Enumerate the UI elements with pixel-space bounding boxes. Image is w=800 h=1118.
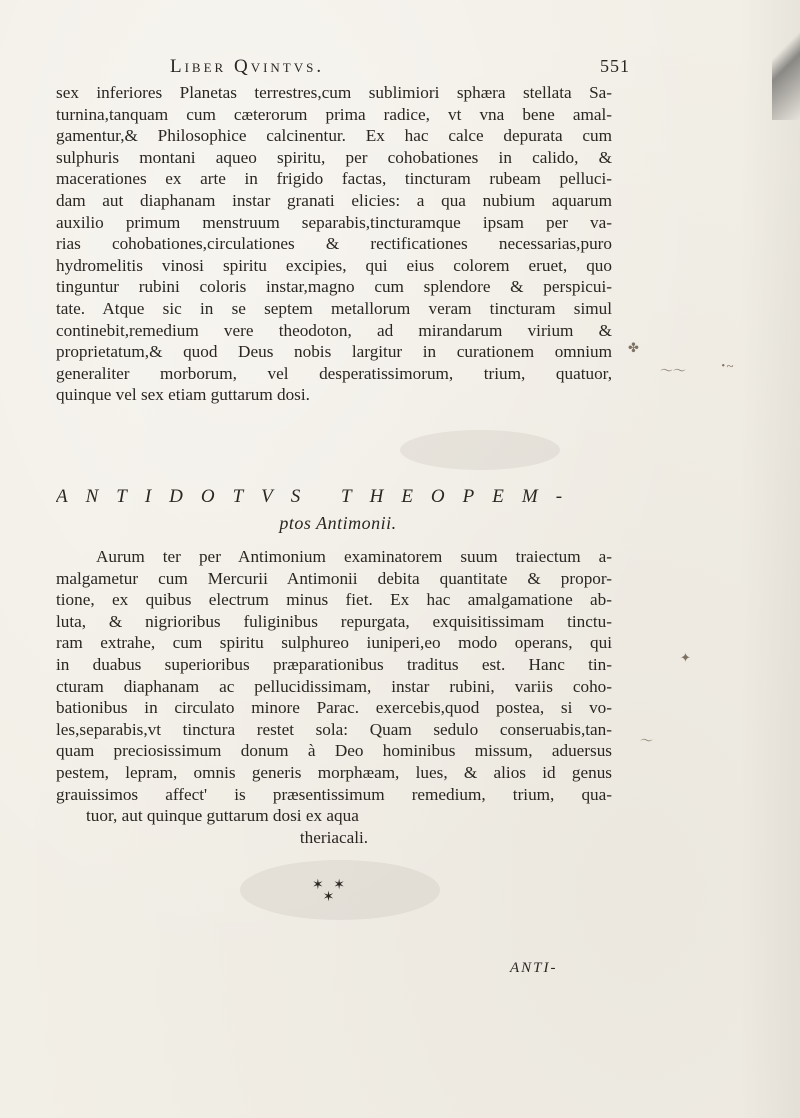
- text-line: proprietatum,& quod Deus nobis largitur in curationem omnium: [56, 342, 612, 362]
- ornament-star-bottom: ✶: [322, 890, 338, 905]
- tailpiece-ornament: [300, 880, 360, 904]
- section-subheading: ptos Antimonii.: [279, 513, 397, 533]
- text-line: generaliter morborum, vel desperatissimorum, trium, quatuor,: [56, 363, 612, 383]
- text-line: grauissimos affect' is præsentissimum remedium, trium, qua-: [56, 784, 612, 804]
- margin-ink-mark: ～～: [660, 363, 687, 378]
- text-line: tinguntur rubini coloris instar,magno cum splendore & perspicui-: [56, 277, 612, 297]
- catchword: ANTI-: [510, 960, 558, 976]
- running-head: [170, 56, 630, 78]
- text-line: luta, & nigrioribus fuliginibus repurgata, exquisitissimam tinctu-: [56, 611, 612, 631]
- ornament-stars-top: ✶ ✶: [312, 878, 348, 893]
- text-line: gamentur,& Philosophice calcinentur. Ex hac calce depurata cum: [56, 126, 612, 146]
- section-heading: ANTIDOTVS THEOPEM-: [56, 486, 581, 507]
- text-line: hydromelitis vinosi spiritu excipies, qui eius colorem eruet, quo: [56, 255, 612, 275]
- text-line: in duabus superioribus præparationibus traditus est. Hanc tin-: [56, 654, 612, 674]
- text-line: sulphuris montani aqueo spiritu, per cohobationes in calido, &: [56, 147, 612, 167]
- text-line: bationibus in circulato minore Parac. exercebis,quod postea, si vo-: [56, 698, 612, 718]
- text-line: rias cohobationes,circulationes & rectificationes necessarias,puro: [56, 234, 612, 254]
- page-number: 551: [600, 56, 630, 76]
- margin-ink-mark: ･~: [720, 358, 734, 373]
- margin-ink-mark: ✤: [628, 340, 639, 355]
- text-line: tione, ex quibus electrum minus fiet. Ex hac amalgamatione ab-: [56, 590, 612, 610]
- page-edge-shadow: [740, 0, 800, 1118]
- text-line: continebit,remedium vere theodoton, ad mirandarum virium &: [56, 320, 612, 340]
- text-line: quam preciosissimum donum à Deo hominibus missum, aduersus: [56, 741, 612, 761]
- text-line: tuor, aut quinque guttarum dosi ex aqua: [86, 806, 359, 826]
- text-line: tate. Atque sic in se septem metallorum veram tincturam simul: [56, 298, 612, 318]
- text-line: macerationes ex arte in frigido factas, tincturam rubeam pelluci-: [56, 169, 612, 189]
- margin-ink-mark: ✦: [680, 650, 691, 665]
- text-line: les,separabis,vt tinctura restet sola: Quam sedulo conseruabis,tan-: [56, 719, 612, 739]
- text-line: malgametur cum Mercurii Antimonii debita quantitate & propor-: [56, 568, 612, 588]
- text-line: sex inferiores Planetas terrestres,cum sublimiori sphæra stellata Sa-: [56, 83, 612, 102]
- margin-ink-mark: ～: [640, 733, 654, 748]
- text-line: turnina,tanquam cum cæterorum prima radice, vt vna bene amal-: [56, 104, 612, 124]
- text-line: pestem, lepram, omnis generis morphæam, lues, & alios id genus: [56, 762, 612, 782]
- text-line: ram extrahe, cum spiritu sulphureo iuniperi,eo modo operans, qui: [56, 633, 612, 653]
- page-curl: [772, 0, 800, 120]
- text-line: cturam diaphanam ac pellucidissimam, instar rubini, variis coho-: [56, 676, 612, 696]
- text-line: auxilio primum menstruum separabis,tincturamque ipsam per va-: [56, 212, 612, 232]
- text-line: quinque vel sex etiam guttarum dosi.: [56, 385, 310, 405]
- text-line: dam aut diaphanam instar granati elicies: a qua nubium aquarum: [56, 190, 612, 210]
- paragraph-2: [56, 546, 612, 848]
- text-line: Aurum ter per Antimonium examinatorem suum traiectum a-: [96, 547, 612, 566]
- running-head-title: Liber Qvintvs.: [170, 56, 325, 77]
- paper-smudge: [400, 430, 560, 470]
- text-line: theriacali.: [299, 827, 369, 847]
- paragraph-1: [56, 82, 612, 406]
